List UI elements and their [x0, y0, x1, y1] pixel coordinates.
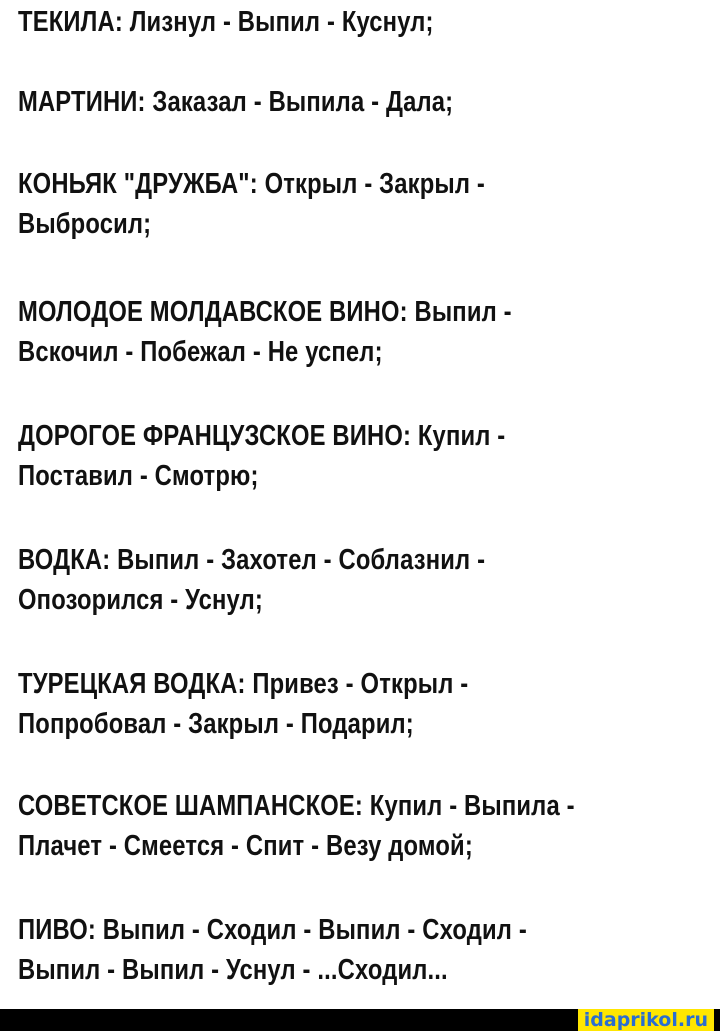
entry-line: Попробовал - Закрыл - Подарил;: [18, 708, 414, 740]
entry-line: ВОДКА: Выпил - Захотел - Соблазнил -: [18, 544, 486, 576]
entry-soviet-champagne: [18, 786, 708, 866]
entry-line: ДОРОГОЕ ФРАНЦУЗСКОЕ ВИНО: Купил -: [18, 420, 506, 452]
entry-cognac: [18, 164, 708, 244]
entry-line: КОНЬЯК "ДРУЖБА": Открыл - Закрыл -: [18, 168, 485, 200]
entry-line: СОВЕТСКОЕ ШАМПАНСКОЕ: Купил - Выпила -: [18, 790, 575, 822]
entry-line: ТУРЕЦКАЯ ВОДКА: Привез - Открыл -: [18, 668, 469, 700]
entry-line: Опозорился - Уснул;: [18, 584, 263, 616]
entry-line: Выбросил;: [18, 208, 152, 240]
entry-french-wine: [18, 416, 708, 496]
entry-line: ТЕКИЛА: Лизнул - Выпил - Куснул;: [18, 6, 434, 38]
entry-beer: [18, 910, 708, 990]
entry-line: ПИВО: Выпил - Сходил - Выпил - Сходил -: [18, 914, 527, 946]
entry-turkish-vodka: [18, 664, 708, 744]
watermark: idaprikol.ru: [578, 1009, 714, 1031]
entry-martini: [18, 82, 708, 122]
entry-line: Выпил - Выпил - Уснул - ...Сходил...: [18, 954, 448, 986]
entry-tequila: [18, 2, 708, 42]
entry-line: Вскочил - Побежал - Не успел;: [18, 336, 383, 368]
entry-line: МОЛОДОЕ МОЛДАВСКОЕ ВИНО: Выпил -: [18, 296, 512, 328]
entry-vodka: [18, 540, 708, 620]
entry-moldavian-wine: [18, 292, 708, 372]
entry-line: Поставил - Смотрю;: [18, 460, 259, 492]
entry-line: Плачет - Смеется - Спит - Везу домой;: [18, 830, 473, 862]
entry-line: МАРТИНИ: Заказал - Выпила - Дала;: [18, 86, 454, 118]
